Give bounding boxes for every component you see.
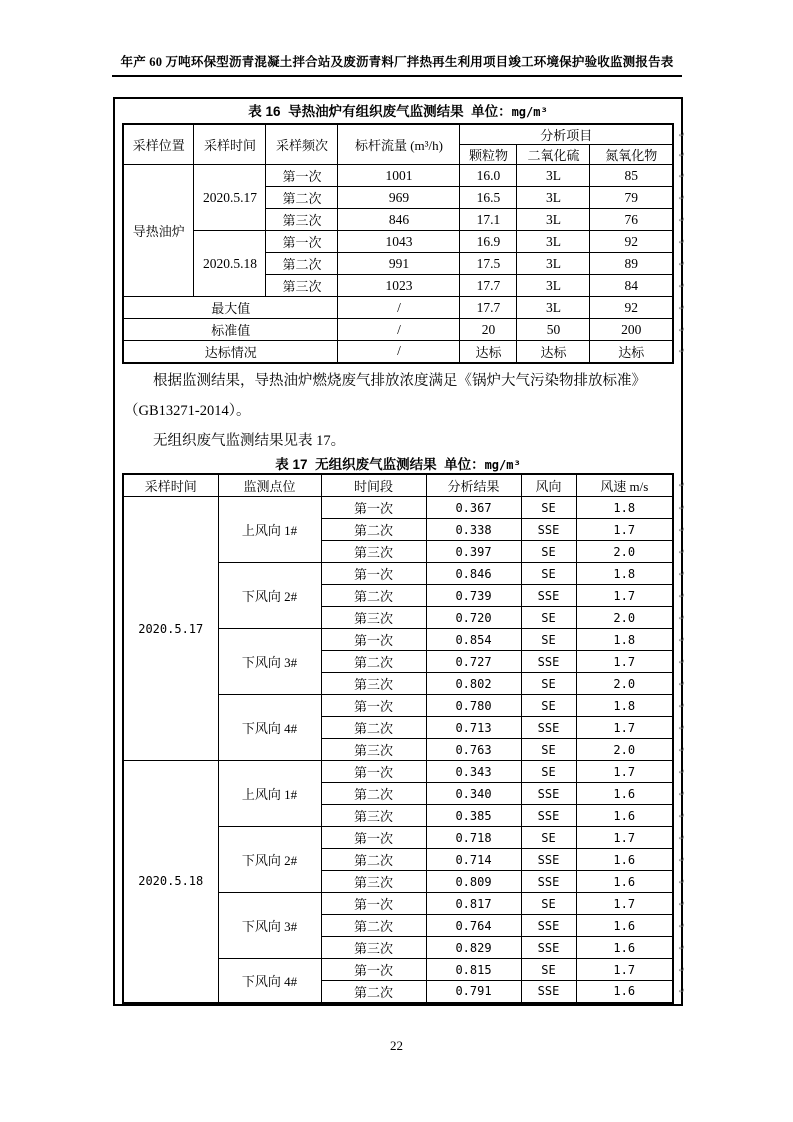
result-cell: 0.739 [426, 585, 521, 607]
paragraph-mark-icon: ↵ [678, 898, 684, 908]
value-cell: 3L [517, 253, 590, 275]
column-header: 分析结果 [426, 474, 521, 497]
period-cell: 第二次 [321, 519, 426, 541]
value-cell: 200 ↵ [590, 319, 673, 341]
wind-speed-cell: 1.7 ↵ [576, 761, 673, 783]
table-row [123, 165, 673, 187]
result-cell: 0.829 [426, 937, 521, 959]
value-cell: 3L [517, 297, 590, 319]
table-row [123, 124, 673, 145]
wind-direction-cell: SE [521, 695, 576, 717]
table-row [123, 341, 673, 363]
result-cell: 0.343 [426, 761, 521, 783]
period-cell: 第二次 [321, 981, 426, 1003]
wind-direction-cell: SE [521, 629, 576, 651]
table-row [123, 474, 673, 497]
wind-direction-cell: SE [521, 959, 576, 981]
paragraph-line: 无组织废气监测结果见表 17。 [153, 432, 346, 449]
paragraph-mark-icon: ↵ [678, 985, 684, 996]
paragraph-mark-icon: ↵ [678, 722, 684, 732]
paragraph-mark-icon: ↵ [678, 302, 685, 312]
monitoring-point-cell: 下风向 2# [218, 827, 321, 893]
paragraph-mark-icon: ↵ [678, 964, 684, 974]
wind-direction-cell: SSE [521, 915, 576, 937]
wind-direction-cell: SSE [521, 585, 576, 607]
result-cell: 0.338 [426, 519, 521, 541]
table-row [123, 319, 673, 341]
wind-speed-cell: 2.0 ↵ [576, 607, 673, 629]
wind-direction-cell: SE [521, 827, 576, 849]
sampling-location-cell: 导热油炉 [123, 165, 194, 297]
page-number: 22 [390, 1038, 403, 1053]
sampling-date-cell: 2020.5.18 [194, 231, 266, 297]
result-cell: 0.764 [426, 915, 521, 937]
wind-direction-cell: SE [521, 893, 576, 915]
value-cell: / [338, 297, 460, 319]
result-cell: 0.802 [426, 673, 521, 695]
value-cell: 17.7 [460, 275, 517, 297]
value-cell: 达标 ↵ [590, 341, 673, 363]
column-header-sampling-time: 采样时间 [194, 124, 266, 165]
period-cell: 第三次 [321, 739, 426, 761]
table17-fugitive-emission-results [122, 473, 684, 1004]
paragraph-mark-icon: ↵ [678, 656, 684, 666]
paragraph-mark-icon: ↵ [678, 766, 684, 776]
monitoring-point-cell: 下风向 3# [218, 893, 321, 959]
wind-direction-cell: SSE [521, 937, 576, 959]
value-cell: 89 ↵ [590, 253, 673, 275]
table-row [123, 761, 673, 783]
wind-speed-cell: 1.8 ↵ [576, 497, 673, 519]
column-header-sampling-frequency: 采样频次 [266, 124, 338, 165]
wind-speed-cell: 1.6 ↵ [576, 871, 673, 893]
value-cell: 85 ↵ [590, 165, 673, 187]
value-cell: 3L [517, 209, 590, 231]
frequency-cell: 第一次 [266, 231, 338, 253]
period-cell: 第三次 [321, 937, 426, 959]
wind-direction-cell: SSE [521, 805, 576, 827]
value-cell: 1043 [338, 231, 460, 253]
period-cell: 第三次 [321, 607, 426, 629]
result-cell: 0.763 [426, 739, 521, 761]
conclusion-paragraphs [115, 366, 681, 456]
summary-label-cell: 达标情况 [123, 341, 338, 363]
value-cell: 17.1 [460, 209, 517, 231]
value-cell: 17.7 [460, 297, 517, 319]
paragraph-mark-icon: ↵ [678, 170, 685, 180]
result-cell: 0.367 [426, 497, 521, 519]
value-cell: 76 ↵ [590, 209, 673, 231]
paragraph-mark-icon: ↵ [678, 744, 684, 754]
wind-speed-cell: 1.6 ↵ [576, 981, 673, 1003]
paragraph-mark-icon: ↵ [678, 258, 685, 268]
value-cell: 达标 [517, 341, 590, 363]
wind-speed-cell: 1.7 ↵ [576, 519, 673, 541]
paragraph-mark-icon: ↵ [678, 634, 684, 644]
result-cell: 0.727 [426, 651, 521, 673]
wind-direction-cell: SSE [521, 717, 576, 739]
paragraph-mark-icon: ↵ [678, 612, 684, 622]
column-header-analysis-item: 颗粒物 [460, 145, 517, 165]
value-cell: 3L [517, 275, 590, 297]
wind-direction-cell: SE [521, 673, 576, 695]
sampling-date-cell: 2020.5.17 [123, 497, 218, 761]
column-header: 监测点位 [218, 474, 321, 497]
paragraph-mark-icon: ↵ [678, 700, 684, 710]
wind-direction-cell: SE [521, 739, 576, 761]
value-cell: 92 ↵ [590, 231, 673, 253]
paragraph-mark-icon: ↵ [678, 345, 685, 356]
sampling-date-cell: 2020.5.18 [123, 761, 218, 1003]
wind-speed-cell: 1.6 ↵ [576, 915, 673, 937]
value-cell: 达标 [460, 341, 517, 363]
wind-direction-cell: SE [521, 761, 576, 783]
period-cell: 第一次 [321, 497, 426, 519]
period-cell: 第一次 [321, 761, 426, 783]
result-cell: 0.815 [426, 959, 521, 981]
value-cell: 846 [338, 209, 460, 231]
result-cell: 0.718 [426, 827, 521, 849]
period-cell: 第三次 [321, 673, 426, 695]
monitoring-point-cell: 上风向 1# [218, 761, 321, 827]
value-cell: / [338, 341, 460, 363]
column-header: 风向 [521, 474, 576, 497]
result-cell: 0.809 [426, 871, 521, 893]
wind-speed-cell: 1.7 ↵ [576, 959, 673, 981]
wind-direction-cell: SSE [521, 849, 576, 871]
period-cell: 第二次 [321, 651, 426, 673]
paragraph-mark-icon: ↵ [678, 214, 685, 224]
frequency-cell: 第一次 [266, 165, 338, 187]
table17-title-unit: mg/m³ [484, 457, 521, 472]
wind-direction-cell: SE [521, 563, 576, 585]
value-cell: 20 [460, 319, 517, 341]
period-cell: 第二次 [321, 849, 426, 871]
document-header-title: 年产 60 万吨环保型沥青混凝土拌合站及废沥青料厂拌热再生利用项目竣工环境保护验收监测报告表 [120, 55, 674, 69]
period-cell: 第二次 [321, 915, 426, 937]
wind-speed-cell: 2.0 ↵ [576, 673, 673, 695]
paragraph-mark-icon: ↵ [678, 942, 684, 952]
summary-label-cell: 最大值 [123, 297, 338, 319]
value-cell: 3L [517, 187, 590, 209]
value-cell: 92 ↵ [590, 297, 673, 319]
monitoring-point-cell: 上风向 1# [218, 497, 321, 563]
paragraph-mark-icon: ↵ [678, 832, 684, 842]
value-cell: 3L [517, 231, 590, 253]
wind-direction-cell: SSE [521, 519, 576, 541]
paragraph-mark-icon: ↵ [678, 479, 684, 490]
value-cell: 969 [338, 187, 460, 209]
column-header-sampling-location: 采样位置 [123, 124, 194, 165]
wind-speed-cell: 1.7 ↵ [576, 827, 673, 849]
column-header: 风速 m/s ↵ [576, 474, 673, 497]
summary-label-cell: 标准值 [123, 319, 338, 341]
frequency-cell: 第三次 [266, 275, 338, 297]
table16-organized-emission-results [122, 123, 685, 364]
wind-direction-cell: SSE [521, 783, 576, 805]
paragraph-mark-icon: ↵ [678, 236, 685, 246]
paragraph-mark-icon: ↵ [678, 788, 684, 798]
table16-title-unit: mg/m³ [511, 105, 548, 119]
result-cell: 0.713 [426, 717, 521, 739]
result-cell: 0.854 [426, 629, 521, 651]
wind-speed-cell: 1.6 ↵ [576, 783, 673, 805]
wind-direction-cell: SE [521, 497, 576, 519]
period-cell: 第三次 [321, 871, 426, 893]
table-row [123, 497, 673, 519]
paragraph-mark-icon: ↵ [678, 876, 684, 886]
wind-speed-cell: 1.6 ↵ [576, 849, 673, 871]
value-cell: 1023 [338, 275, 460, 297]
wind-speed-cell: 1.6 ↵ [576, 805, 673, 827]
period-cell: 第一次 [321, 893, 426, 915]
value-cell: 16.0 [460, 165, 517, 187]
period-cell: 第三次 [321, 541, 426, 563]
value-cell: / [338, 319, 460, 341]
result-cell: 0.720 [426, 607, 521, 629]
wind-direction-cell: SE [521, 541, 576, 563]
paragraph-mark-icon: ↵ [678, 280, 685, 290]
monitoring-point-cell: 下风向 4# [218, 959, 321, 1003]
paragraph-mark-icon: ↵ [678, 854, 684, 864]
wind-speed-cell: 1.6 ↵ [576, 937, 673, 959]
table16-title [115, 100, 681, 123]
document-header [112, 52, 682, 77]
period-cell: 第二次 [321, 585, 426, 607]
paragraph-mark-icon: ↵ [678, 678, 684, 688]
paragraph-mark-icon: ↵ [678, 568, 684, 578]
monitoring-point-cell: 下风向 2# [218, 563, 321, 629]
column-header-analysis-items: 分析项目 ↵ [460, 124, 673, 145]
result-cell: 0.714 [426, 849, 521, 871]
paragraph-mark-icon: ↵ [678, 920, 684, 930]
wind-direction-cell: SSE [521, 651, 576, 673]
value-cell: 16.9 [460, 231, 517, 253]
column-header: 时间段 [321, 474, 426, 497]
value-cell: 50 [517, 319, 590, 341]
value-cell: 17.5 [460, 253, 517, 275]
column-header-analysis-item: 二氧化硫 [517, 145, 590, 165]
paragraph-mark-icon: ↵ [678, 546, 684, 556]
result-cell: 0.780 [426, 695, 521, 717]
value-cell: 1001 [338, 165, 460, 187]
wind-speed-cell: 2.0 ↵ [576, 739, 673, 761]
table-row [123, 231, 673, 253]
wind-direction-cell: SE [521, 607, 576, 629]
period-cell: 第三次 [321, 805, 426, 827]
column-header-flow: 标杆流量 (m³/h) [338, 124, 460, 165]
frequency-cell: 第三次 [266, 209, 338, 231]
period-cell: 第一次 [321, 827, 426, 849]
table17-title [115, 456, 681, 473]
paragraph-line: 根据监测结果，导热油炉燃烧废气排放浓度满足《锅炉大气污染物排放标准》 [153, 372, 646, 389]
column-header: 采样时间 [123, 474, 218, 497]
period-cell: 第二次 [321, 783, 426, 805]
result-cell: 0.397 [426, 541, 521, 563]
paragraph-mark-icon: ↵ [678, 149, 685, 159]
result-cell: 0.791 [426, 981, 521, 1003]
content-border-box [113, 97, 683, 1006]
wind-speed-cell: 1.8 ↵ [576, 563, 673, 585]
wind-speed-cell: 1.7 ↵ [576, 717, 673, 739]
period-cell: 第一次 [321, 695, 426, 717]
wind-speed-cell: 2.0 ↵ [576, 541, 673, 563]
frequency-cell: 第二次 [266, 187, 338, 209]
paragraph-line: （GB13271-2014）。 [124, 402, 251, 419]
paragraph-mark-icon: ↵ [678, 324, 685, 334]
table-row [123, 297, 673, 319]
wind-direction-cell: SSE [521, 981, 576, 1003]
wind-speed-cell: 1.7 ↵ [576, 893, 673, 915]
frequency-cell: 第二次 [266, 253, 338, 275]
wind-speed-cell: 1.8 ↵ [576, 629, 673, 651]
monitoring-point-cell: 下风向 3# [218, 629, 321, 695]
paragraph-mark-icon: ↵ [678, 129, 685, 139]
monitoring-point-cell: 下风向 4# [218, 695, 321, 761]
table17-title-text: 表 17 无组织废气监测结果 单位： [275, 456, 485, 472]
wind-speed-cell: 1.7 ↵ [576, 651, 673, 673]
value-cell: 991 [338, 253, 460, 275]
result-cell: 0.846 [426, 563, 521, 585]
paragraph-mark-icon: ↵ [678, 810, 684, 820]
table16-title-text: 表 16 导热油炉有组织废气监测结果 单位： [248, 104, 512, 119]
wind-speed-cell: 1.8 ↵ [576, 695, 673, 717]
value-cell: 3L [517, 165, 590, 187]
result-cell: 0.340 [426, 783, 521, 805]
wind-direction-cell: SSE [521, 871, 576, 893]
value-cell: 79 ↵ [590, 187, 673, 209]
sampling-date-cell: 2020.5.17 [194, 165, 266, 231]
period-cell: 第二次 [321, 717, 426, 739]
column-header-analysis-item: 氮氧化物 ↵ [590, 145, 673, 165]
result-cell: 0.817 [426, 893, 521, 915]
period-cell: 第一次 [321, 563, 426, 585]
paragraph-mark-icon: ↵ [678, 192, 685, 202]
paragraph-mark-icon: ↵ [678, 502, 684, 512]
paragraph-mark-icon: ↵ [678, 524, 684, 534]
paragraph-mark-icon: ↵ [678, 590, 684, 600]
period-cell: 第一次 [321, 629, 426, 651]
value-cell: 84 ↵ [590, 275, 673, 297]
period-cell: 第一次 [321, 959, 426, 981]
result-cell: 0.385 [426, 805, 521, 827]
value-cell: 16.5 [460, 187, 517, 209]
wind-speed-cell: 1.7 ↵ [576, 585, 673, 607]
